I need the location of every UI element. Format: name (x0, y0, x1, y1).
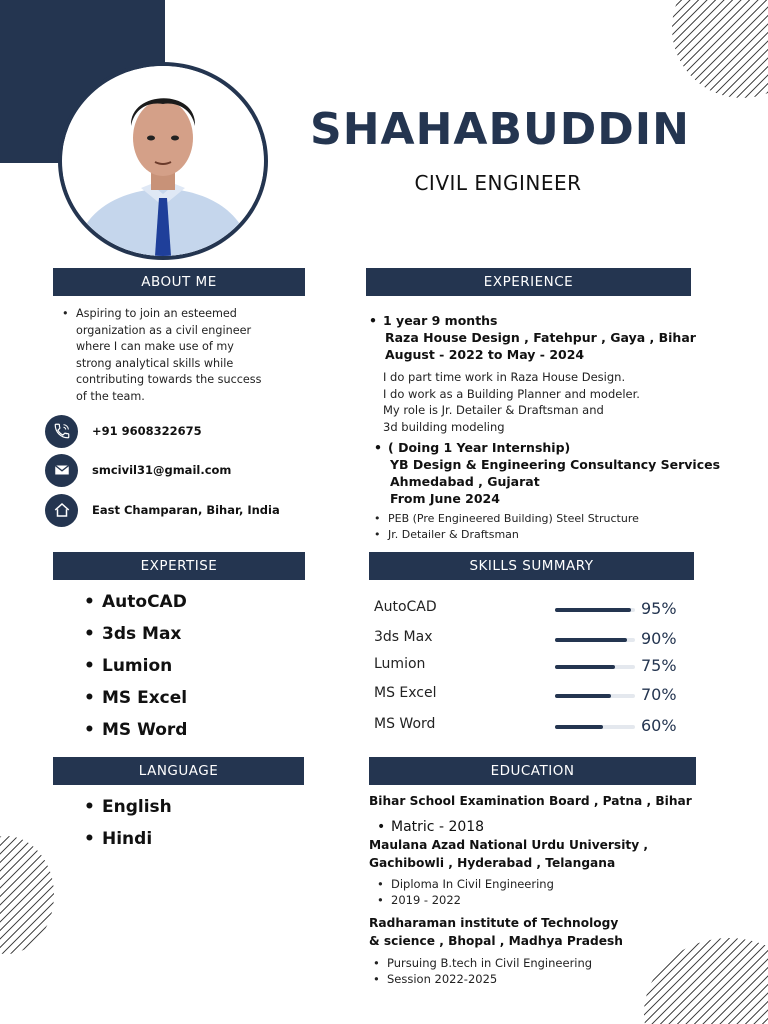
education-header: EDUCATION (369, 757, 696, 785)
job-company: YB Design & Engineering Consultancy Services (390, 457, 721, 472)
skill-bar-fill (555, 665, 615, 669)
about-line: strong analytical skills while (76, 356, 234, 370)
about-bullet (62, 306, 302, 406)
skill-bar-track (555, 725, 635, 729)
job-company: Raza House Design , Fatehpur , Gaya , Bihar (385, 330, 696, 345)
language-item: • Hindi (80, 823, 300, 855)
profile-photo-illustration (62, 66, 264, 256)
about-line: contributing towards the success (76, 373, 262, 387)
address: East Champaran, Bihar, India (92, 503, 280, 517)
edu-institution: Bihar School Examination Board , Patna , Bihar (369, 794, 692, 808)
skill-name: MS Excel (374, 685, 437, 701)
expertise-header: EXPERTISE (53, 552, 305, 580)
phone-icon (45, 415, 78, 448)
job-point: • PEB (Pre Engineered Building) Steel Structure (388, 511, 733, 527)
email-icon (45, 454, 78, 487)
edu-detail: • Session 2022-2025 (387, 971, 729, 987)
edu-detail: • 2019 - 2022 (391, 892, 729, 908)
edu-institution: & science , Bhopal , Madhya Pradesh (369, 934, 623, 948)
edu-institution: Maulana Azad National Urdu University , (369, 838, 649, 852)
job-title: CIVIL ENGINEER (414, 171, 582, 195)
edu-institution: Radharaman institute of Technology (369, 916, 619, 930)
language-list (80, 791, 300, 855)
edu-detail: • Pursuing B.tech in Civil Engineering (387, 955, 729, 971)
contact-phone[interactable] (45, 415, 202, 447)
about-line: where I can make use of my (76, 340, 234, 354)
skill-bar-track (555, 638, 635, 642)
hatch-circle-top-right (672, 0, 768, 98)
skill-bar-track (555, 694, 635, 698)
skill-percent: 60% (641, 716, 677, 735)
language-item: • English (80, 791, 300, 823)
contact-address (45, 494, 280, 526)
about-line: of the team. (76, 389, 145, 403)
skill-bar-track (555, 665, 635, 669)
skill-bar-fill (555, 725, 603, 729)
about-text (62, 306, 302, 406)
edu-detail: • Diploma In Civil Engineering (391, 876, 729, 892)
job-location: Ahmedabad , Gujarat (390, 474, 540, 489)
skill-name: MS Word (374, 716, 436, 732)
expertise-list (80, 586, 300, 746)
skill-percent: 75% (641, 656, 677, 675)
job-point: • Jr. Detailer & Draftsman (388, 527, 733, 543)
job-desc-line: My role is Jr. Detailer & Draftsman and (383, 403, 604, 417)
expertise-item: • AutoCAD (80, 586, 300, 618)
skill-bar-fill (555, 638, 627, 642)
experience-header: EXPERIENCE (366, 268, 691, 296)
skill-name: Lumion (374, 656, 426, 672)
expertise-item: • MS Excel (80, 682, 300, 714)
job-desc-line: 3d building modeling (383, 419, 505, 434)
about-line: Aspiring to join an esteemed (76, 307, 237, 320)
job-duration: • 1 year 9 months (383, 312, 723, 329)
skill-percent: 95% (641, 599, 677, 618)
contact-email[interactable] (45, 454, 231, 486)
expertise-item: • Lumion (80, 650, 300, 682)
about-header: ABOUT ME (53, 268, 305, 296)
language-header: LANGUAGE (53, 757, 304, 785)
skill-bar-fill (555, 608, 631, 612)
candidate-name: SHAHABUDDIN (310, 104, 690, 155)
skills-header: SKILLS SUMMARY (369, 552, 694, 580)
profile-photo (58, 62, 268, 260)
email-address: smcivil31@gmail.com (92, 463, 232, 477)
job-period: From June 2024 (390, 491, 500, 506)
edu-institution: Gachibowli , Hyderabad , Telangana (369, 856, 616, 870)
edu-detail: • Matric - 2018 (391, 818, 729, 836)
expertise-item: • MS Word (80, 714, 300, 746)
job-type: • ( Doing 1 Year Internship) (388, 439, 733, 456)
experience-job-2 (388, 439, 733, 543)
skill-percent: 90% (641, 629, 677, 648)
skill-bar-track (555, 608, 635, 612)
phone-number: +91 9608322675 (92, 424, 202, 438)
about-line: organization as a civil engineer (76, 323, 252, 337)
job-period: August - 2022 to May - 2024 (385, 347, 585, 362)
hatch-circle-bottom-left (0, 836, 54, 954)
skill-bar-fill (555, 694, 611, 698)
skill-name: 3ds Max (374, 629, 433, 645)
experience-job-1 (383, 312, 723, 435)
education-list (369, 792, 729, 987)
skill-name: AutoCAD (374, 599, 437, 615)
job-desc-line: I do part time work in Raza House Design. (383, 370, 626, 384)
skill-percent: 70% (641, 685, 677, 704)
job-desc-line: I do work as a Building Planner and modeler. (383, 386, 640, 401)
expertise-item: • 3ds Max (80, 618, 300, 650)
home-icon (45, 494, 78, 527)
